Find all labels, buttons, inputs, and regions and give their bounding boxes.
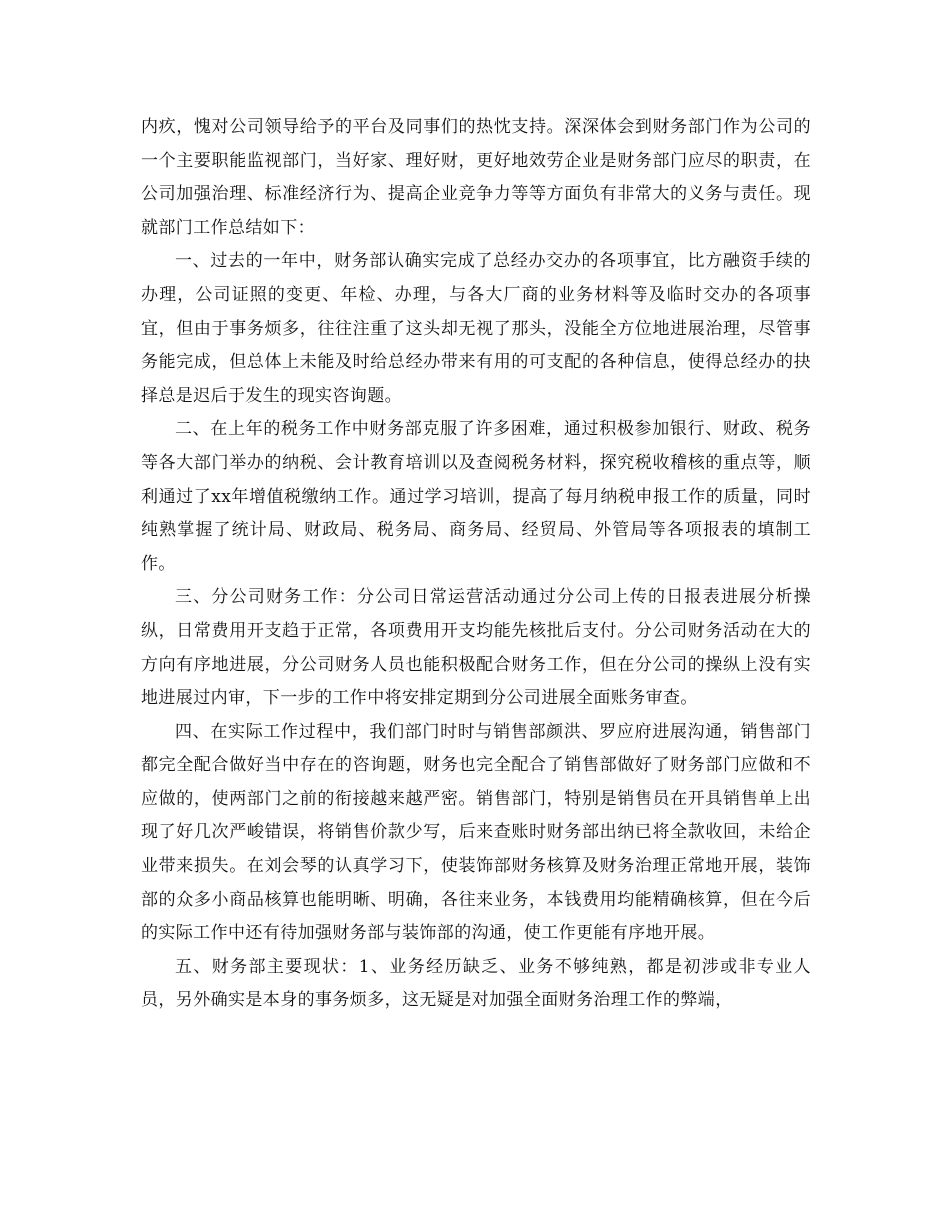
paragraph-1: 内疚，愧对公司领导给予的平台及同事们的热忱支持。深深体会到财务部门作为公司的一个主要职能监视部门，当好家、理好财，更好地效劳企业是财务部门应尽的职责，在公司加强治理、标准经济行为、提高企业竞争力等等方面负有非常大的义务与责任。现就部门工作总结如下： bbox=[141, 117, 811, 238]
paragraph-3: 二、在上年的税务工作中财务部克服了许多困难，通过积极参加银行、财政、税务等各大部门举办的纳税、会计教育培训以及查阅税务材料，探究税收稽核的重点等，顺利通过了xx年增值税缴纳工作。通过学习培训，提高了每月纳税申报工作的质量，同时纯熟掌握了统计局、财政局、税务局、商务局、经贸局、外管局等各项报表的填制工作。 bbox=[141, 419, 811, 574]
paragraph-5: 四、在实际工作过程中，我们部门时时与销售部颜洪、罗应府进展沟通，销售部门都完全配合做好当中存在的咨询题，财务也完全配合了销售部做好了财务部门应做和不应做的，使两部门之前的衔接越来越严密。销售部门，特别是销售员在开具销售单上出现了好几次严峻错误，将销售价款少写，后来查账时财务部出纳已将全款收回，未给企业带来损失。在刘会琴的认真学习下，使装饰部财务核算及财务治理正常地开展，装饰部的众多小商品核算也能明晰、明确，各往来业务，本钱费用均能精确核算，但在今后的实际工作中还有待加强财务部与装饰部的沟通，使工作更能有序地开展。 bbox=[141, 721, 811, 944]
paragraph-6: 五、财务部主要现状：1、业务经历缺乏、业务不够纯熟，都是初涉或非专业人员，另外确实是本身的事务烦多，这无疑是对加强全面财务治理工作的弊端， bbox=[141, 956, 811, 1011]
document-page bbox=[141, 111, 811, 1018]
paragraph-4: 三、分公司财务工作：分公司日常运营活动通过分公司上传的日报表进展分析操纵，日常费用开支趋于正常，各项费用开支均能先核批后支付。分公司财务活动在大的方向有序地进展，分公司财务人员也能积极配合财务工作，但在分公司的操纵上没有实地进展过内审，下一步的工作中将安排定期到分公司进展全面账务审查。 bbox=[141, 587, 811, 709]
paragraph-2: 一、过去的一年中，财务部认确实完成了总经办交办的各项事宜，比方融资手续的办理，公司证照的变更、年检、办理，与各大厂商的业务材料等及临时交办的各项事宜，但由于事务烦多，往往注重了这头却无视了那头，没能全方位地进展治理，尽管事务能完成，但总体上未能及时给总经办带来有用的可支配的各种信息，使得总经办的抉择总是迟后于发生的现实咨询题。 bbox=[141, 251, 811, 406]
